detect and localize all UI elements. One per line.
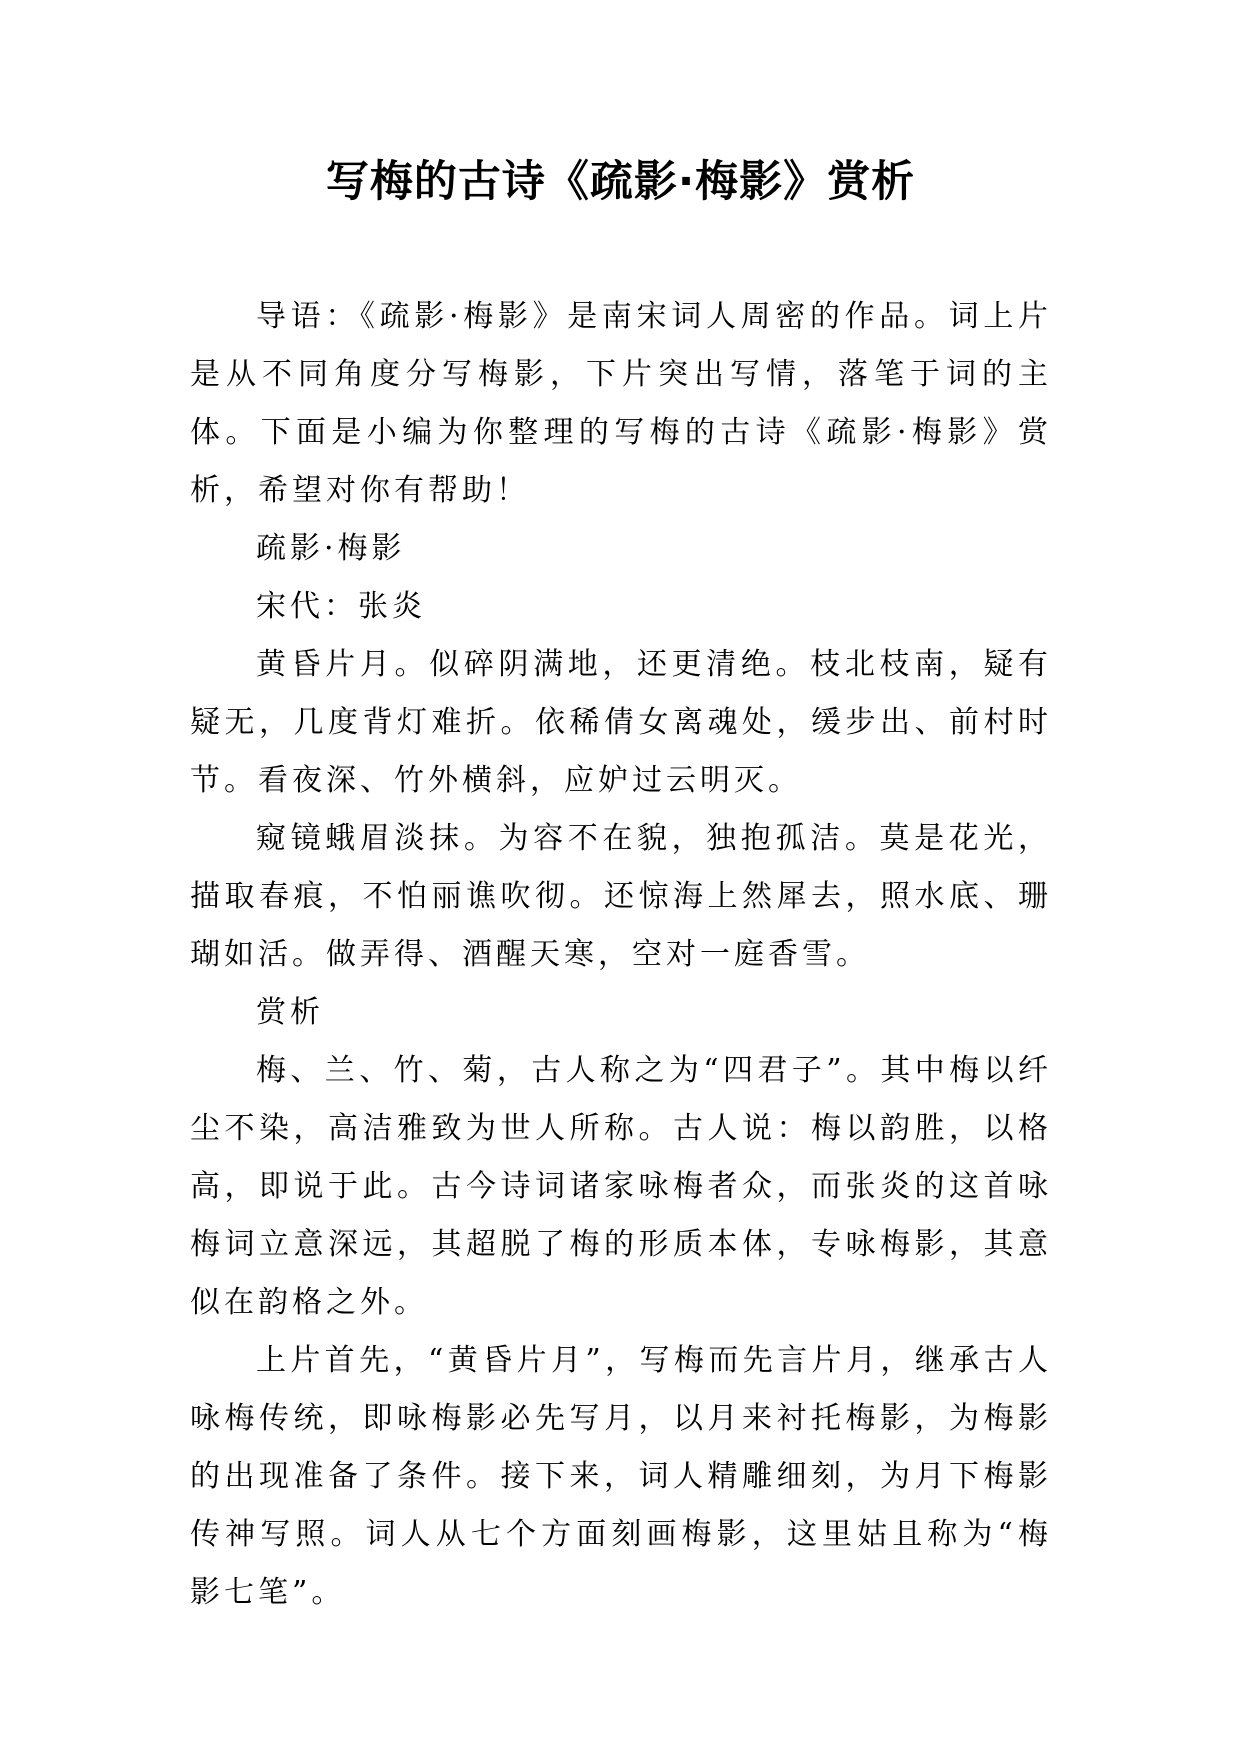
document-body (190, 288, 1052, 1622)
document-title: 写梅的古诗《疏影·梅影》赏析 (325, 157, 916, 207)
poem-stanza-1: 黄昏片月。似碎阴满地，还更清绝。枝北枝南，疑有疑无，几度背灯难折。依稀倩女离魂处，缓步出、前村时节。看夜深、竹外横斜，应妒过云明灭。 (190, 647, 1052, 798)
poem-author: 宋代：张炎 (256, 589, 426, 624)
analysis-paragraph-2: 上片首先，“黄昏片月”，写梅而先言片月，继承古人咏梅传统，即咏梅影必先写月，以月来衬托梅影，为梅影的出现准备了条件。接下来，词人精雕细刻，为月下梅影传神写照。词人从七个方面刻画梅影，这里姑且称为“梅影七笔”。 (190, 1343, 1052, 1610)
analysis-paragraph-1: 梅、兰、竹、菊，古人称之为“四君子”。其中梅以纤尘不染，高洁雅致为世人所称。古人说：梅以韵胜，以格高，即说于此。古今诗词诸家咏梅者众，而张炎的这首咏梅词立意深远，其超脱了梅的形质本体，专咏梅影，其意似在韵格之外。 (190, 1053, 1052, 1320)
intro-paragraph: 导语：《疏影·梅影》是南宋词人周密的作品。词上片是从不同角度分写梅影，下片突出写情，落笔于词的主体。下面是小编为你整理的写梅的古诗《疏影·梅影》赏析，希望对你有帮助！ (190, 299, 1052, 508)
analysis-heading: 赏析 (256, 995, 324, 1030)
poem-title: 疏影·梅影 (256, 531, 406, 566)
poem-stanza-2: 窥镜蛾眉淡抹。为容不在貌，独抱孤洁。莫是花光，描取春痕，不怕丽谯吹彻。还惊海上然犀去，照水底、珊瑚如活。做弄得、酒醒天寒，空对一庭香雪。 (190, 821, 1052, 972)
